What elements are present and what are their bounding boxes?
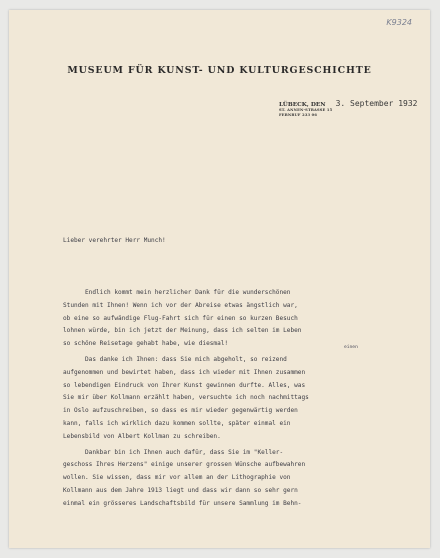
text-line: einmal ein grösseres Landschaftsbild für unsere Sammlung im Behn- xyxy=(63,499,302,507)
text-line: ob eine so aufwändige Flug-Fahrt sich für einen so kurzen Besuch xyxy=(63,314,298,322)
text-line: Das danke ich Ihnen: dass Sie mich abgeholt, so reizend xyxy=(63,355,287,363)
text-line: geschoss Ihres Herzens" einige unserer grossen Wünsche aufbewahren xyxy=(63,461,306,469)
archive-number: K9324 xyxy=(386,18,412,27)
address-street: ST. ANNEN-STRASSE 15 xyxy=(279,108,333,112)
text-line: Endlich kommt mein herzlicher Dank für die wunderschönen xyxy=(63,288,291,296)
letter-date: 3. September 1932 xyxy=(335,99,418,108)
address-phone: FERNRUF 233 06 xyxy=(279,113,318,117)
text-line: Sie mir über Kollmann erzählt haben, versuchte ich noch nachmittags xyxy=(63,394,309,402)
date-line xyxy=(279,99,417,108)
text-line: aufgenommen und bewirtet haben, dass ich wieder mit Ihnen zusammen xyxy=(63,368,306,376)
text-line: wollen. Sie wissen, dass mir vor allem an der Lithographie von xyxy=(63,474,291,482)
letterhead-title: MUSEUM FÜR KUNST- UND KULTURGESCHICHTE xyxy=(67,65,372,76)
handwritten-insert: einen xyxy=(344,345,358,350)
text-line: Dankbar bin ich Ihnen auch dafür, dass Sie im "Keller- xyxy=(63,448,284,456)
paragraph xyxy=(63,354,408,444)
letter-body xyxy=(63,209,408,539)
text-line: in Oslo aufzuschreiben, so dass es mir wieder gegenwärtig werden xyxy=(63,407,298,415)
salutation: Lieber verehrter Herr Munch! xyxy=(63,236,166,244)
text-line: Lebensbild von Albert Kollman zu schreiben. xyxy=(63,432,221,440)
text-line: so lebendigen Eindruck von Ihrer Kunst gewinnen durfte. Alles, was xyxy=(63,381,306,389)
text-line: lohnen würde, bin ich jetzt der Meinung, dass ich selten im Leben xyxy=(63,327,302,335)
paragraphs xyxy=(63,287,408,511)
paragraph xyxy=(63,287,408,351)
text-line: kann, falls ich wirklich dazu kommen sollte, später einmal ein xyxy=(63,419,291,427)
letter-sheet xyxy=(9,10,430,548)
text-line: Kollmann aus dem Jahre 1913 liegt und dass wir dann so sehr gern xyxy=(63,486,298,494)
text-line: Stunden mit Ihnen! Wenn ich vor der Abreise etwas ängstlich war, xyxy=(63,301,298,309)
date-block xyxy=(279,99,417,118)
text-line: so schöne Reisetage gehabt habe, wie diesmal! xyxy=(63,340,229,348)
paragraph xyxy=(63,447,408,511)
place-label: LÜBECK, DEN xyxy=(279,102,326,108)
